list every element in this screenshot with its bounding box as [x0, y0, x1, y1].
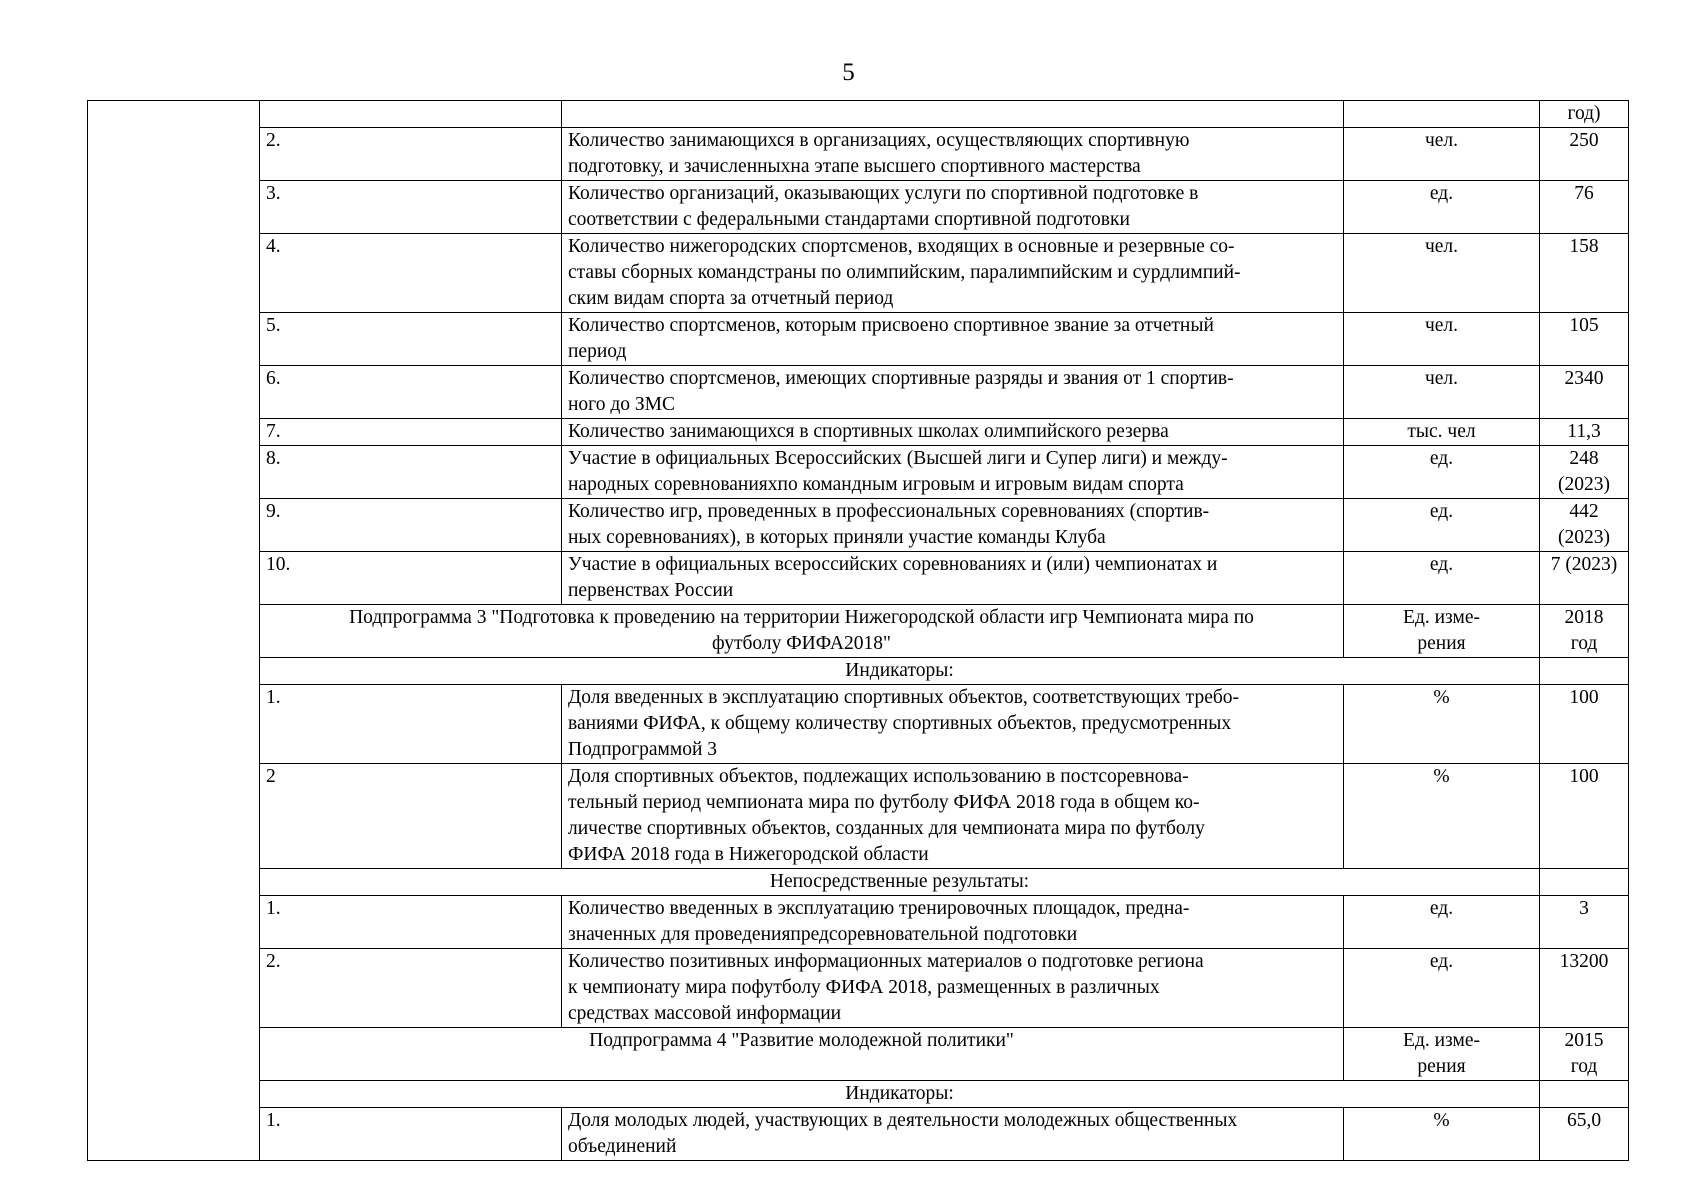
row-description-line: значенных для проведенияпредсоревновательной подготовки: [568, 924, 1078, 945]
row-value-line: 76: [1574, 183, 1594, 204]
row-number: 2.: [260, 949, 562, 1028]
row-description: [562, 366, 1344, 419]
row-number: 7.: [260, 419, 562, 446]
row-description-line: Количество спортсменов, имеющих спортивные разряды и звания от 1 спортив-: [568, 368, 1234, 389]
row-description-line: Участие в официальных Всероссийских (Высшей лиги и Супер лиги) и между-: [568, 448, 1228, 469]
value-cell: [1540, 1081, 1629, 1108]
row-number: 1.: [260, 1108, 562, 1161]
row-description-line: первенствах России: [568, 580, 734, 601]
row-value: [1540, 446, 1629, 499]
subprogram-title-line: Подпрограмма 3 "Подготовка к проведению на территории Нижегородской области игр Чемпионата мира по: [349, 607, 1254, 628]
row-description-line: Количество организаций, оказывающих услуги по спортивной подготовке в: [568, 183, 1199, 204]
table-row: [88, 764, 1629, 869]
row-unit: ед.: [1344, 896, 1540, 949]
row-number: 6.: [260, 366, 562, 419]
row-description-line: Количество позитивных информационных материалов о подготовке региона: [568, 951, 1204, 972]
row-value-line: (2023): [1558, 474, 1610, 495]
row-number: 4.: [260, 234, 562, 313]
row-number: 8.: [260, 446, 562, 499]
subprogram-unit-line: рения: [1417, 1056, 1466, 1077]
row-description-line: подготовку, и зачисленныхна этапе высшего спортивного мастерства: [568, 156, 1141, 177]
section-row: [88, 1081, 1629, 1108]
row-description-line: народных соревнованияхпо командным игровым и игровым видам спорта: [568, 474, 1184, 495]
row-description: [562, 685, 1344, 764]
row-description-line: Количество спортсменов, которым присвоено спортивное звание за отчетный: [568, 315, 1214, 336]
row-unit: ед.: [1344, 446, 1540, 499]
row-unit: %: [1344, 685, 1540, 764]
subprogram-year-line: 2015: [1564, 1030, 1604, 1051]
subprogram-year-line: год: [1570, 1056, 1598, 1077]
row-unit: тыс. чел: [1344, 419, 1540, 446]
row-unit: ед.: [1344, 499, 1540, 552]
section-row: [88, 869, 1629, 896]
row-unit: чел.: [1344, 128, 1540, 181]
row-description-line: Количество нижегородских спортсменов, входящих в основные и резервные со-: [568, 236, 1235, 257]
row-description: [562, 128, 1344, 181]
row-value-line: 250: [1569, 130, 1599, 151]
row-description-line: ставы сборных командстраны по олимпийским, паралимпийским и сурдлимпий-: [568, 262, 1241, 283]
row-description: [562, 419, 1344, 446]
row-unit: ед.: [1344, 181, 1540, 234]
row-value-line: 2340: [1564, 368, 1604, 389]
subprogram-unit-line: рения: [1417, 633, 1466, 654]
row-description-line: объединений: [568, 1136, 677, 1157]
section-label: Индикаторы:: [260, 658, 1540, 685]
table-row: [88, 366, 1629, 419]
subprogram-title: [260, 605, 1344, 658]
row-number: 2: [260, 764, 562, 869]
table-row: [88, 552, 1629, 605]
row-value: 100: [1540, 685, 1629, 764]
table-row: [88, 181, 1629, 234]
table-row: [88, 419, 1629, 446]
unit-cell: [1344, 101, 1540, 128]
row-description-line: Доля спортивных объектов, подлежащих использованию в постсоревнова-: [568, 766, 1189, 787]
table-row: [88, 128, 1629, 181]
desc-cell: [562, 101, 1344, 128]
row-value: [1540, 419, 1629, 446]
row-description: [562, 1108, 1344, 1161]
row-value-line: 442: [1569, 501, 1599, 522]
value-cell: год): [1540, 101, 1629, 128]
table-row: [88, 685, 1629, 764]
row-description-line: ФИФА 2018 года в Нижегородской области: [568, 844, 929, 865]
row-description-line: ного до ЗМС: [568, 394, 675, 415]
row-description: [562, 181, 1344, 234]
row-description-line: период: [568, 341, 627, 362]
indicators-table: [87, 100, 1629, 1161]
left-margin-cell: [88, 101, 260, 1161]
row-value-line: 11,3: [1567, 421, 1601, 442]
subprogram-header-row: [88, 1028, 1629, 1081]
row-value: 100: [1540, 764, 1629, 869]
row-value: [1540, 366, 1629, 419]
row-description-line: Количество введенных в эксплуатацию тренировочных площадок, предна-: [568, 898, 1190, 919]
row-unit: чел.: [1344, 313, 1540, 366]
section-row: [88, 658, 1629, 685]
subprogram-unit-line: Ед. изме-: [1403, 607, 1480, 628]
row-value-line: 158: [1569, 236, 1599, 257]
row-value-line: 248: [1569, 448, 1599, 469]
row-description: [562, 446, 1344, 499]
subprogram-year-line: 2018: [1564, 607, 1604, 628]
row-description: [562, 896, 1344, 949]
row-number: 2.: [260, 128, 562, 181]
row-value-line: (2023): [1558, 527, 1610, 548]
page-number: 5: [842, 59, 855, 86]
row-description: [562, 949, 1344, 1028]
table-row: [88, 949, 1629, 1028]
subprogram-unit: [1344, 605, 1540, 658]
subprogram-unit-line: Ед. изме-: [1403, 1030, 1480, 1051]
row-unit: чел.: [1344, 366, 1540, 419]
row-description-line: ваниями ФИФА, к общему количеству спортивных объектов, предусмотренных: [568, 713, 1232, 734]
row-value-line: 7 (2023): [1550, 554, 1618, 575]
row-description-line: Участие в официальных всероссийских соревнованиях и (или) чемпионатах и: [568, 554, 1218, 575]
row-number: 3.: [260, 181, 562, 234]
row-description-line: Количество занимающихся в спортивных школах олимпийского резерва: [568, 421, 1169, 442]
row-unit: ед.: [1344, 949, 1540, 1028]
table-row: [88, 313, 1629, 366]
row-number: 5.: [260, 313, 562, 366]
row-description-line: Доля молодых людей, участвующих в деятельности молодежных общественных: [568, 1110, 1238, 1131]
table-row: [88, 499, 1629, 552]
row-description-line: соответствии с федеральными стандартами спортивной подготовки: [568, 209, 1130, 230]
row-description: [562, 313, 1344, 366]
value-cell: [1540, 658, 1629, 685]
row-description-line: Подпрограммой 3: [568, 739, 718, 760]
row-description-line: к чемпионату мира пофутболу ФИФА 2018, размещенных в различных: [568, 977, 1160, 998]
table-row: [88, 1108, 1629, 1161]
subprogram-header-row: [88, 605, 1629, 658]
subprogram-year: [1540, 605, 1629, 658]
row-value: [1540, 234, 1629, 313]
row-description-line: Количество игр, проведенных в профессиональных соревнованиях (спортив-: [568, 501, 1210, 522]
table-row: [88, 896, 1629, 949]
row-number: 9.: [260, 499, 562, 552]
row-unit: ед.: [1344, 552, 1540, 605]
subprogram-title-line: футболу ФИФА2018": [712, 633, 891, 654]
row-value: 13200: [1540, 949, 1629, 1028]
section-label: Непосредственные результаты:: [260, 869, 1540, 896]
row-unit: %: [1344, 764, 1540, 869]
subprogram-unit: [1344, 1028, 1540, 1081]
table-row: [88, 234, 1629, 313]
row-value: [1540, 313, 1629, 366]
row-description-line: Доля введенных в эксплуатацию спортивных объектов, соответствующих требо-: [568, 687, 1240, 708]
row-value: 3: [1540, 896, 1629, 949]
subprogram-title: Подпрограмма 4 "Развитие молодежной политики": [260, 1028, 1344, 1081]
row-description: [562, 552, 1344, 605]
row-description-line: тельный период чемпионата мира по футболу ФИФА 2018 года в общем ко-: [568, 792, 1200, 813]
row-value: [1540, 181, 1629, 234]
row-value: [1540, 128, 1629, 181]
num-cell: [260, 101, 562, 128]
row-description-line: средствах массовой информации: [568, 1003, 842, 1024]
row-number: 1.: [260, 896, 562, 949]
row-value: [1540, 499, 1629, 552]
row-unit: %: [1344, 1108, 1540, 1161]
row-number: 1.: [260, 685, 562, 764]
row-value: [1540, 552, 1629, 605]
table-row: [88, 446, 1629, 499]
row-value-line: 105: [1569, 315, 1599, 336]
row-value: 65,0: [1540, 1108, 1629, 1161]
value-cell: [1540, 869, 1629, 896]
row-description: [562, 764, 1344, 869]
table-row: [88, 101, 1629, 128]
row-description: [562, 234, 1344, 313]
subprogram-year: [1540, 1028, 1629, 1081]
row-description-line: личестве спортивных объектов, созданных для чемпионата мира по футболу: [568, 818, 1205, 839]
row-unit: чел.: [1344, 234, 1540, 313]
subprogram-year-line: год: [1570, 633, 1598, 654]
row-description: [562, 499, 1344, 552]
row-description-line: ных соревнованиях), в которых приняли участие команды Клуба: [568, 527, 1106, 548]
row-description-line: Количество занимающихся в организациях, осуществляющих спортивную: [568, 130, 1190, 151]
row-number: 10.: [260, 552, 562, 605]
section-label: Индикаторы:: [260, 1081, 1540, 1108]
row-description-line: ским видам спорта за отчетный период: [568, 288, 894, 309]
